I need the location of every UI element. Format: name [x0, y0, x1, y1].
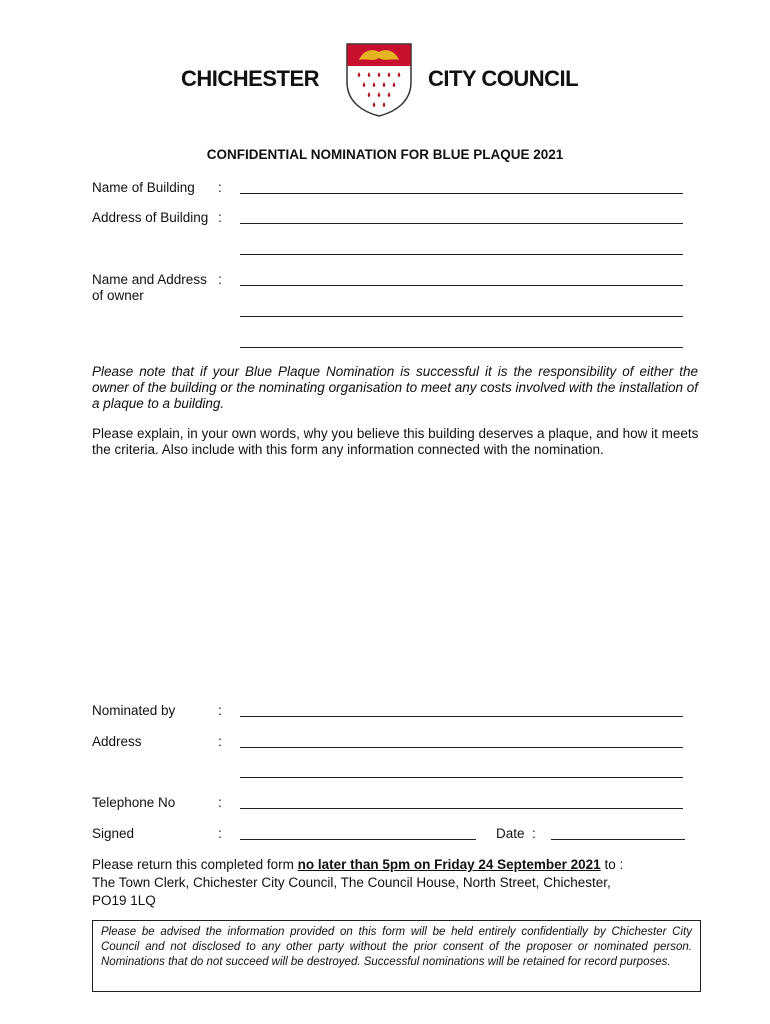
return-line2: The Town Clerk, Chichester City Council, The Council House, North Street, Chichester,	[92, 875, 611, 890]
address-field[interactable]	[240, 747, 683, 748]
address-of-building-field-line2[interactable]	[240, 254, 683, 255]
confidentiality-disclaimer: Please be advised the information provided on this form will be held entirely confidentially by Chichester City Council and not disclosed to any other party without the prior consent of the proposer or nominated person. Nominations that do not succeed will be destroyed. Successful nominations will be retained for record purposes.	[92, 920, 701, 992]
cost-note: Please note that if your Blue Plaque Nomination is successful it is the responsibility of either the owner of the building or the nominating organisation to meet any costs involved with the installation of a plaque to a building.	[92, 364, 698, 411]
label-name-and-address-line1: Name and Address	[92, 272, 207, 287]
chichester-coat-of-arms-icon	[345, 42, 413, 118]
label-name-and-address-line2: of owner	[92, 288, 144, 303]
colon: :	[218, 826, 222, 841]
header-city-council: CITY COUNCIL	[428, 66, 579, 91]
label-address: Address	[92, 734, 142, 749]
header-chichester: CHICHESTER	[181, 66, 320, 91]
owner-field-line3[interactable]	[240, 347, 683, 348]
return-suffix: to :	[600, 857, 624, 872]
explain-instructions: Please explain, in your own words, why you believe this building deserves a plaque, and how it meets the criteria. Also include with this form any information connected with the nomination.	[92, 426, 699, 457]
label-date: Date	[496, 826, 525, 841]
return-instructions	[92, 856, 702, 910]
colon: :	[532, 826, 536, 841]
return-deadline: no later than 5pm on Friday 24 September 2021	[297, 857, 601, 872]
label-name-and-address	[92, 272, 207, 304]
label-telephone: Telephone No	[92, 795, 176, 810]
label-name-of-building: Name of Building	[92, 180, 195, 195]
nominated-by-field[interactable]	[240, 716, 683, 717]
colon: :	[218, 272, 222, 287]
colon: :	[218, 734, 222, 749]
name-of-building-field[interactable]	[240, 193, 683, 194]
page-title: CONFIDENTIAL NOMINATION FOR BLUE PLAQUE 2021	[206, 147, 564, 162]
colon: :	[218, 210, 222, 225]
label-signed: Signed	[92, 826, 135, 841]
address-of-building-field[interactable]	[240, 223, 683, 224]
explanation-area[interactable]	[92, 470, 698, 690]
colon: :	[218, 795, 222, 810]
date-field[interactable]	[551, 839, 685, 840]
owner-field[interactable]	[240, 285, 683, 286]
label-nominated-by: Nominated by	[92, 703, 176, 718]
label-address-of-building: Address of Building	[92, 210, 209, 225]
return-line1	[92, 856, 702, 874]
address-field-line2[interactable]	[240, 777, 683, 778]
owner-field-line2[interactable]	[240, 316, 683, 317]
return-prefix: Please return this completed form	[92, 857, 298, 872]
colon: :	[218, 703, 222, 718]
telephone-field[interactable]	[240, 808, 683, 809]
return-line3: PO19 1LQ	[92, 893, 156, 908]
signature-field[interactable]	[240, 839, 476, 840]
colon: :	[218, 180, 222, 195]
